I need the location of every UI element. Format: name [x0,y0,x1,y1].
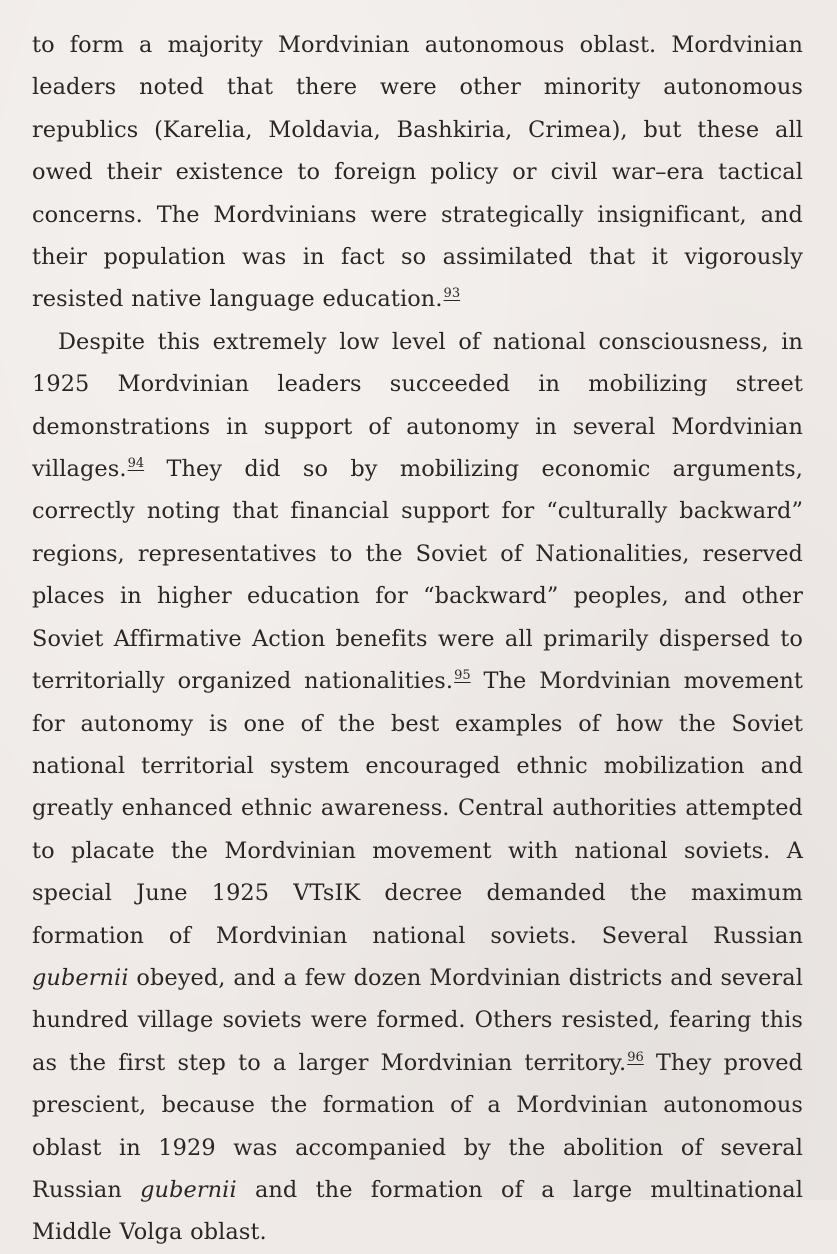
footnote-ref-93[interactable]: 93 [443,286,461,302]
footnote-ref-95[interactable]: 95 [454,668,471,684]
italic-term: gubernii [32,964,129,991]
paragraph-2 [32,321,803,1254]
body-text: The Mordvinian movement for autonomy is one of the best examples of how the Soviet national territorial system encouraged ethnic mobilization and greatly enhanced ethnic awareness. Central authorities attempted to placate the Mordvinian movement with national soviets. A special June 1925 VTsIK decree demanded the maximum formation of Mordvinian national soviets. Several Russian [32,668,803,949]
paragraph-1 [32,24,803,321]
body-text: They proved prescient, because the formation of a Mordvinian autonomous oblast in 1929 was accompanied by the abolition of several Russian [32,1049,803,1203]
body-text: They did so by mobilizing economic arguments, correctly noting that financial support for “culturally backward” regions, representatives to the Soviet of Nationalities, reserved places in higher education for “backward” peoples, and other Soviet Affirmative Action benefits were all primarily dispersed to territorially organized nationalities. [32,456,803,695]
italic-term: gubernii [140,1176,237,1203]
body-text: to form a majority Mordvinian autonomous oblast. Mordvinian leaders noted that there were other minority autonomous republics (Karelia, Moldavia, Bashkiria, Crimea), but these all owed their existence to foreign policy or civil war–era tactical concerns. The Mordvinians were strategically insignificant, and their population was in fact so assimilated that it vigorously resisted native language education. [32,32,803,313]
footnote-ref-94[interactable]: 94 [127,456,145,472]
body-text: Despite this extremely low level of national consciousness, in 1925 Mordvinian leaders succeeded in mobilizing street demonstrations in support of autonomy in several Mordvinian villages. [32,328,803,483]
footnote-ref-96[interactable]: 96 [627,1049,644,1065]
body-text: and the formation of a large multinational Middle Volga oblast. [32,1176,804,1246]
body-text: obeyed, and a few dozen Mordvinian districts and several hundred village soviets were formed. Others resisted, fearing this as the first step to a larger Mordvinian territory. [32,964,803,1076]
